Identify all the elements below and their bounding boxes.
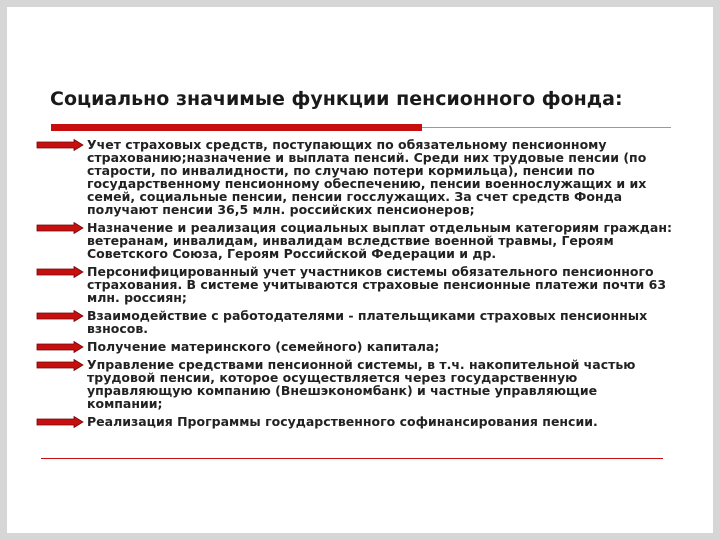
list-item (36, 415, 676, 428)
red-arrow-icon (36, 266, 84, 278)
title-underline-accent (51, 124, 422, 131)
red-arrow-icon (36, 222, 84, 234)
list-item (36, 221, 676, 260)
bottom-divider (41, 458, 663, 459)
list-item (36, 138, 676, 216)
list-item-text: Реализация Программы государственного софинансирования пенсии. (87, 414, 598, 429)
title-underline-line (422, 127, 671, 128)
list-item-text: Персонифицированный учет участников системы обязательного пенсионного страхования. В системе учитываются страховые пенсионные платежи почти 63 млн. россиян; (87, 264, 667, 305)
list-item (36, 358, 676, 410)
red-arrow-icon (36, 416, 84, 428)
list-item-text: Получение материнского (семейного) капитала; (87, 339, 440, 354)
list-item-text: Учет страховых средств, поступающих по обязательному пенсионному страхованию;назначение и выплата пенсий. Среди них трудовые пенсии (по старости, по инвалидности, по случаю потери кормильца), пенсии по государственному пенсионному обеспечению, пенсии военнослужащих и их семей, социальные пенсии, пенсии госслужащих. За счет средств Фонда получают пенсии 36,5 млн. российских пенсионеров; (87, 137, 647, 217)
list-item-text: Взаимодействие с работодателями - плательщиками страховых пенсионных взносов. (87, 308, 648, 336)
red-arrow-icon (36, 359, 84, 371)
red-arrow-icon (36, 139, 84, 151)
list-item (36, 309, 676, 335)
list-item-text: Назначение и реализация социальных выплат отдельным категориям граждан: ветеранам, инвалидам, инвалидам вследствие военной травмы, Героям Советского Союза, Героям Российской Федерации и др. (87, 220, 672, 261)
functions-list (36, 138, 676, 433)
red-arrow-icon (36, 310, 84, 322)
red-arrow-icon (36, 341, 84, 353)
list-item (36, 340, 676, 353)
list-item (36, 265, 676, 304)
list-item-text: Управление средствами пенсионной системы, в т.ч. накопительной частью трудовой пенсии, которое осуществляется через государственную управляющую компанию (Внешэкономбанк) и частные управляющие компании; (87, 357, 636, 411)
slide-title: Социально значимые функции пенсионного фонда: (50, 88, 623, 110)
